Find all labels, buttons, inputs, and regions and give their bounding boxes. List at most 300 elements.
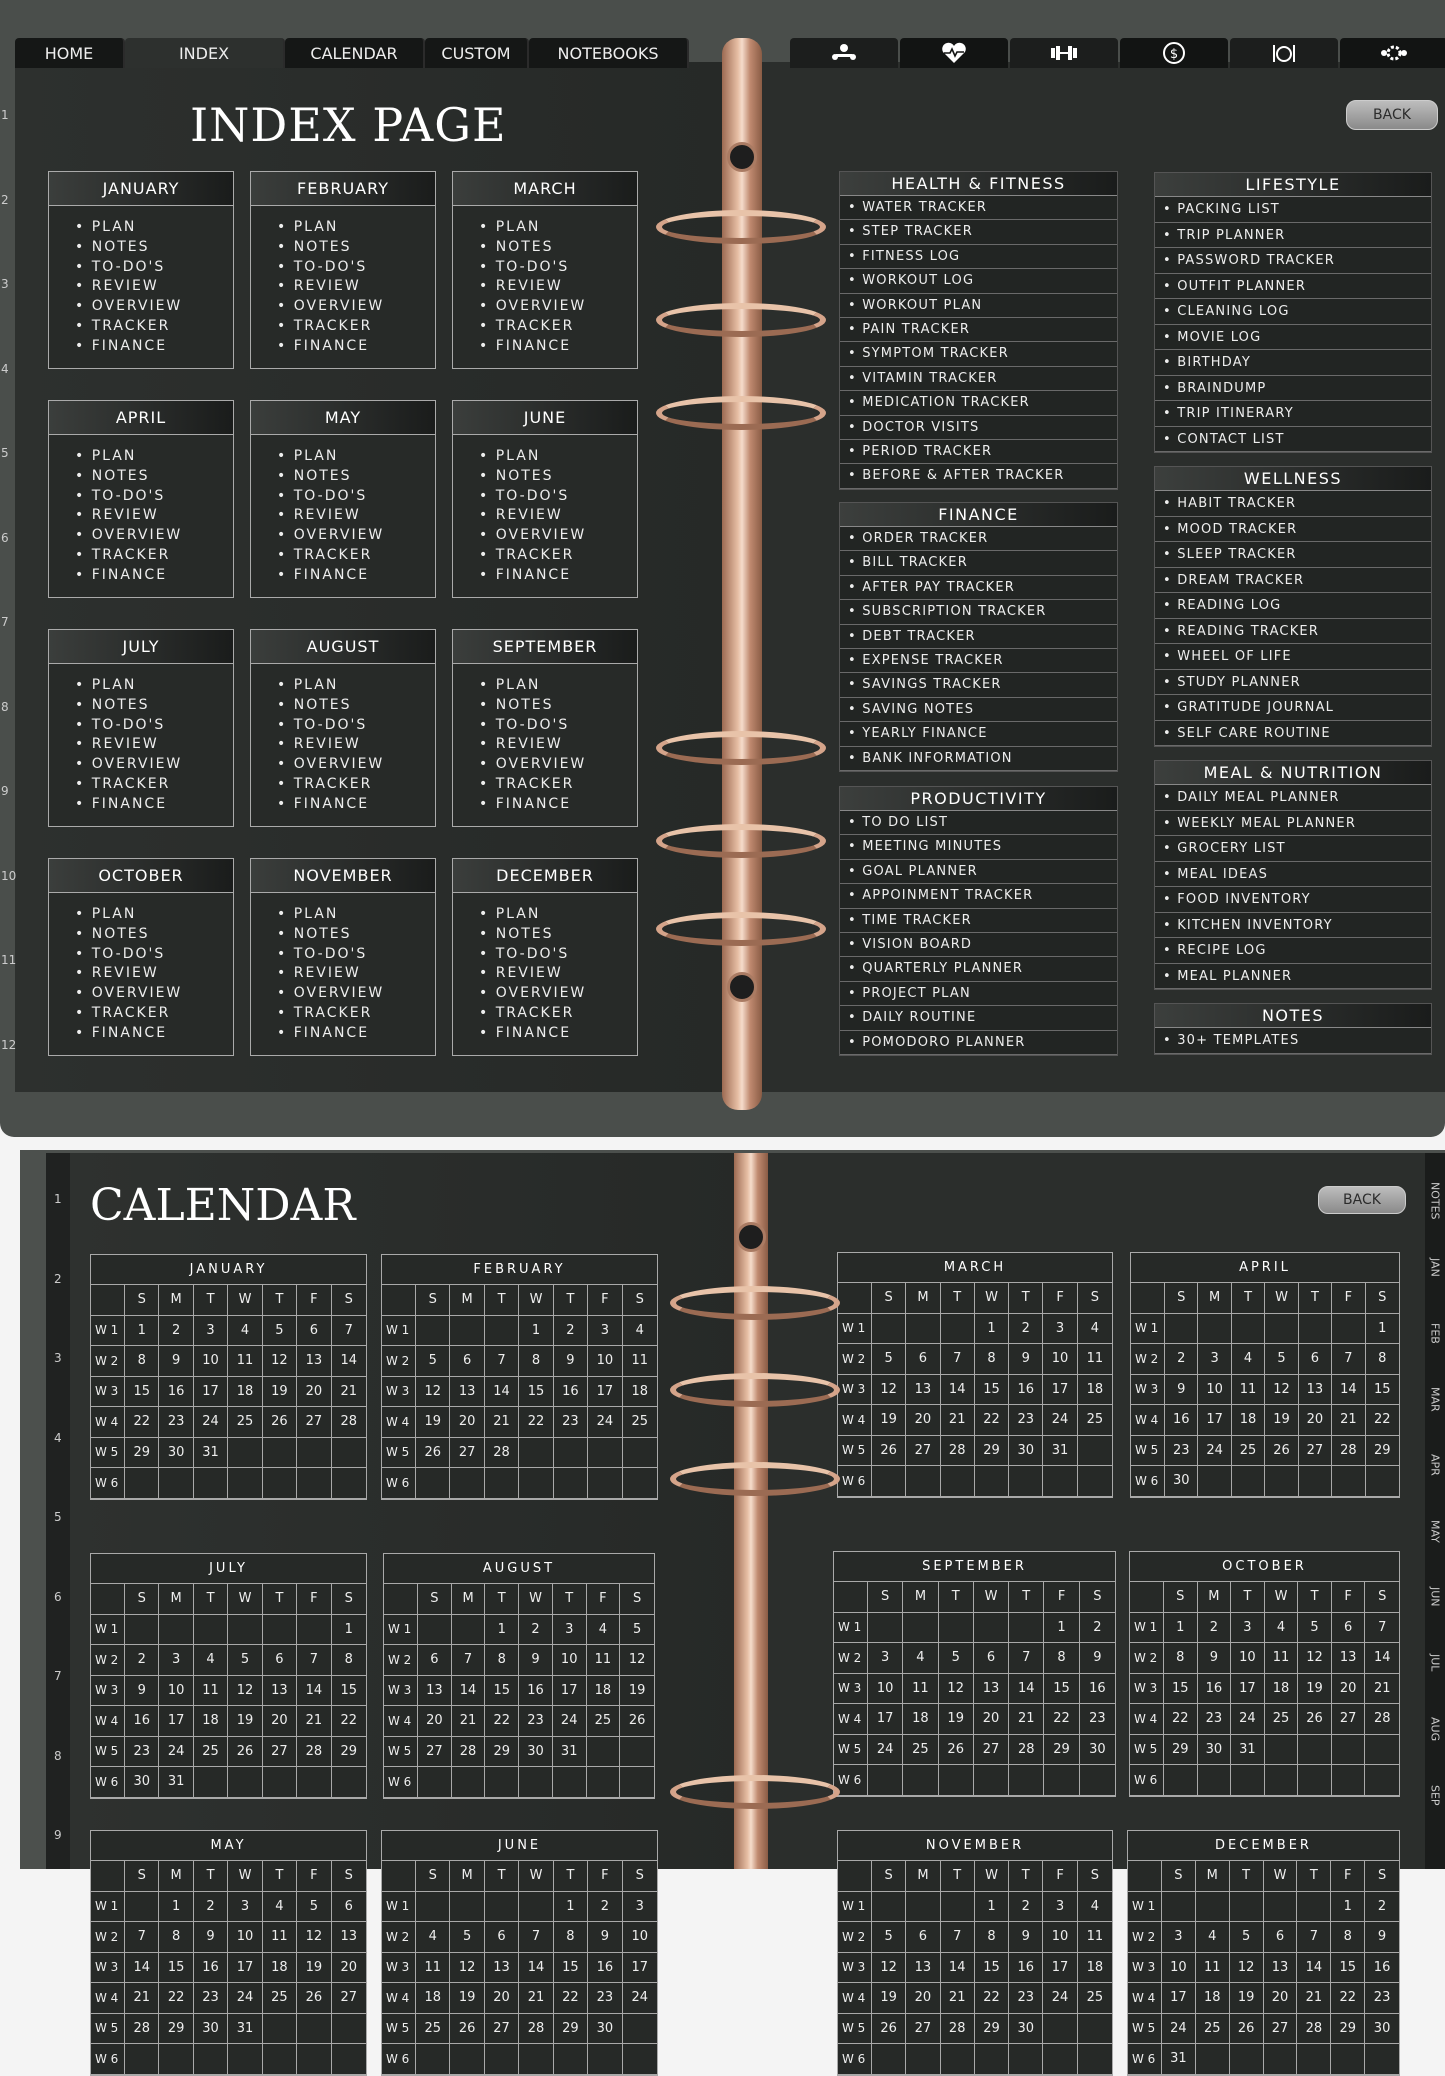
month-link-plan[interactable]: • PLAN bbox=[289, 218, 435, 238]
day-cell[interactable] bbox=[194, 1615, 228, 1646]
day-cell[interactable] bbox=[1165, 1314, 1198, 1345]
day-cell[interactable] bbox=[587, 1767, 621, 1798]
day-cell[interactable] bbox=[941, 1466, 975, 1497]
day-cell[interactable]: 21 bbox=[1297, 1983, 1331, 2014]
day-cell[interactable] bbox=[228, 1767, 262, 1798]
month-link-plan[interactable]: • PLAN bbox=[87, 447, 233, 467]
day-cell[interactable] bbox=[416, 1892, 450, 1923]
week-label[interactable]: W 4 bbox=[1128, 1983, 1162, 2014]
day-cell[interactable]: 11 bbox=[1078, 1922, 1112, 1953]
day-cell[interactable]: 18 bbox=[1196, 1983, 1230, 2014]
day-cell[interactable]: 6 bbox=[485, 1922, 519, 1953]
day-cell[interactable] bbox=[1078, 1436, 1112, 1467]
month-link-plan[interactable]: • PLAN bbox=[491, 676, 637, 696]
day-cell[interactable]: 4 bbox=[1232, 1344, 1265, 1375]
day-cell[interactable]: 21 bbox=[485, 1407, 519, 1438]
day-cell[interactable]: 24 bbox=[1043, 1983, 1077, 2014]
day-cell[interactable]: 17 bbox=[1043, 1953, 1077, 1984]
day-cell[interactable]: 4 bbox=[587, 1615, 621, 1646]
day-cell[interactable]: 23 bbox=[159, 1407, 193, 1438]
day-cell[interactable]: 28 bbox=[297, 1737, 331, 1768]
section-link[interactable]: • BEFORE & AFTER TRACKER bbox=[840, 464, 1117, 488]
day-cell[interactable]: 21 bbox=[941, 1405, 975, 1436]
day-cell[interactable] bbox=[554, 1438, 588, 1469]
section-link[interactable]: • SUBSCRIPTION TRACKER bbox=[840, 600, 1117, 624]
month-link-review[interactable]: • REVIEW bbox=[491, 277, 637, 297]
day-cell[interactable]: 3 bbox=[868, 1643, 903, 1674]
side-tab-feb[interactable]: FEB bbox=[1428, 1322, 1442, 1344]
day-cell[interactable]: 12 bbox=[872, 1375, 906, 1406]
tab-custom[interactable]: CUSTOM bbox=[425, 38, 529, 68]
day-cell[interactable]: 3 bbox=[1043, 1314, 1077, 1345]
day-cell[interactable]: 23 bbox=[125, 1737, 159, 1768]
day-cell[interactable] bbox=[939, 1613, 974, 1644]
day-cell[interactable] bbox=[1198, 1466, 1231, 1497]
day-cell[interactable] bbox=[263, 2014, 297, 2045]
day-cell[interactable] bbox=[228, 1468, 262, 1499]
day-cell[interactable]: 17 bbox=[1231, 1674, 1265, 1705]
side-tab-may[interactable]: MAY bbox=[1428, 1519, 1442, 1543]
week-label[interactable]: W 3 bbox=[838, 1953, 872, 1984]
week-label[interactable]: W 3 bbox=[1128, 1953, 1162, 1984]
day-cell[interactable]: 3 bbox=[553, 1615, 587, 1646]
day-cell[interactable]: 21 bbox=[332, 1377, 366, 1408]
day-cell[interactable]: 16 bbox=[1009, 1375, 1043, 1406]
week-label[interactable]: W 2 bbox=[834, 1643, 868, 1674]
month-link-plan[interactable]: • PLAN bbox=[87, 905, 233, 925]
day-cell[interactable]: 4 bbox=[416, 1922, 450, 1953]
month-link-plan[interactable]: • PLAN bbox=[491, 905, 637, 925]
section-link[interactable]: • MEAL IDEAS bbox=[1155, 862, 1431, 888]
day-cell[interactable]: 26 bbox=[872, 1436, 906, 1467]
day-cell[interactable]: 22 bbox=[1331, 1983, 1365, 2014]
tab-notebooks[interactable]: NOTEBOOKS bbox=[529, 38, 689, 68]
day-cell[interactable]: 21 bbox=[1365, 1674, 1399, 1705]
day-cell[interactable] bbox=[587, 1737, 621, 1768]
day-cell[interactable] bbox=[620, 1767, 654, 1798]
month-link-finance[interactable]: • FINANCE bbox=[491, 337, 637, 357]
month-link-notes[interactable]: • NOTES bbox=[491, 925, 637, 945]
day-cell[interactable] bbox=[450, 1892, 484, 1923]
day-cell[interactable]: 26 bbox=[228, 1737, 262, 1768]
day-cell[interactable]: 4 bbox=[194, 1645, 228, 1676]
day-cell[interactable]: 2 bbox=[519, 1615, 553, 1646]
day-cell[interactable]: 22 bbox=[975, 1983, 1009, 2014]
week-label[interactable]: W 4 bbox=[91, 1706, 125, 1737]
month-link-todos[interactable]: • TO-DO'S bbox=[87, 487, 233, 507]
day-cell[interactable]: 13 bbox=[1299, 1375, 1332, 1406]
side-number[interactable]: 9 bbox=[1, 784, 9, 798]
calendar-month-name[interactable]: SEPTEMBER bbox=[834, 1552, 1115, 1582]
day-cell[interactable]: 27 bbox=[418, 1737, 452, 1768]
day-cell[interactable]: 23 bbox=[1080, 1704, 1115, 1735]
day-cell[interactable]: 12 bbox=[872, 1953, 906, 1984]
day-cell[interactable]: 27 bbox=[1299, 1436, 1332, 1467]
month-title[interactable]: MAY bbox=[251, 401, 435, 435]
day-cell[interactable]: 20 bbox=[297, 1377, 331, 1408]
back-button[interactable]: BACK bbox=[1346, 100, 1438, 130]
week-label[interactable]: W 4 bbox=[382, 1983, 416, 2014]
day-cell[interactable]: 23 bbox=[519, 1706, 553, 1737]
day-cell[interactable] bbox=[868, 1613, 903, 1644]
day-cell[interactable]: 8 bbox=[485, 1645, 519, 1676]
day-cell[interactable]: 7 bbox=[941, 1344, 975, 1375]
day-cell[interactable] bbox=[1230, 1892, 1264, 1923]
week-label[interactable]: W 1 bbox=[838, 1892, 872, 1923]
day-cell[interactable] bbox=[1044, 1765, 1079, 1796]
day-cell[interactable]: 10 bbox=[1043, 1344, 1077, 1375]
day-cell[interactable]: 15 bbox=[485, 1676, 519, 1707]
calendar-month-name[interactable]: APRIL bbox=[1131, 1253, 1399, 1283]
day-cell[interactable] bbox=[1078, 2014, 1112, 2045]
day-cell[interactable]: 9 bbox=[588, 1922, 622, 1953]
day-cell[interactable] bbox=[263, 1615, 297, 1646]
day-cell[interactable] bbox=[906, 1466, 940, 1497]
week-label[interactable]: W 4 bbox=[91, 1407, 125, 1438]
day-cell[interactable]: 11 bbox=[263, 1922, 297, 1953]
day-cell[interactable]: 22 bbox=[1164, 1704, 1198, 1735]
day-cell[interactable] bbox=[1080, 1765, 1115, 1796]
day-cell[interactable]: 12 bbox=[939, 1674, 974, 1705]
month-link-overview[interactable]: • OVERVIEW bbox=[87, 755, 233, 775]
month-link-notes[interactable]: • NOTES bbox=[491, 238, 637, 258]
day-cell[interactable]: 5 bbox=[939, 1643, 974, 1674]
day-cell[interactable]: 21 bbox=[125, 1983, 159, 2014]
month-link-todos[interactable]: • TO-DO'S bbox=[289, 945, 435, 965]
day-cell[interactable]: 18 bbox=[194, 1706, 228, 1737]
day-cell[interactable]: 15 bbox=[1366, 1375, 1399, 1406]
section-link[interactable]: • SLEEP TRACKER bbox=[1155, 542, 1431, 568]
month-link-plan[interactable]: • PLAN bbox=[289, 676, 435, 696]
day-cell[interactable]: 3 bbox=[1043, 1892, 1077, 1923]
month-link-review[interactable]: • REVIEW bbox=[491, 506, 637, 526]
day-cell[interactable]: 27 bbox=[450, 1438, 484, 1469]
section-link[interactable]: • MEDICATION TRACKER bbox=[840, 391, 1117, 415]
week-label[interactable]: W 3 bbox=[1130, 1674, 1164, 1705]
month-link-overview[interactable]: • OVERVIEW bbox=[491, 755, 637, 775]
day-cell[interactable]: 1 bbox=[554, 1892, 588, 1923]
month-link-finance[interactable]: • FINANCE bbox=[289, 1024, 435, 1044]
day-cell[interactable]: 5 bbox=[620, 1615, 654, 1646]
day-cell[interactable]: 11 bbox=[1078, 1344, 1112, 1375]
day-cell[interactable]: 11 bbox=[1232, 1375, 1265, 1406]
week-label[interactable]: W 1 bbox=[1131, 1314, 1165, 1345]
day-cell[interactable] bbox=[1332, 1466, 1365, 1497]
day-cell[interactable]: 23 bbox=[588, 1983, 622, 2014]
day-cell[interactable]: 4 bbox=[1196, 1922, 1230, 1953]
side-tab-mar[interactable]: MAR bbox=[1428, 1386, 1442, 1412]
week-label[interactable]: W 2 bbox=[1130, 1643, 1164, 1674]
week-label[interactable]: W 3 bbox=[91, 1953, 125, 1984]
week-label[interactable]: W 5 bbox=[1130, 1735, 1164, 1766]
day-cell[interactable]: 18 bbox=[1232, 1405, 1265, 1436]
month-link-review[interactable]: • REVIEW bbox=[87, 964, 233, 984]
day-cell[interactable] bbox=[297, 2014, 331, 2045]
month-link-tracker[interactable]: • TRACKER bbox=[289, 546, 435, 566]
day-cell[interactable]: 25 bbox=[623, 1407, 657, 1438]
week-label[interactable]: W 5 bbox=[1128, 2014, 1162, 2045]
side-number[interactable]: 1 bbox=[1, 108, 9, 122]
day-cell[interactable]: 9 bbox=[1365, 1922, 1399, 1953]
day-cell[interactable]: 9 bbox=[1198, 1643, 1232, 1674]
day-cell[interactable] bbox=[450, 1316, 484, 1347]
day-cell[interactable]: 25 bbox=[1196, 2014, 1230, 2045]
day-cell[interactable]: 16 bbox=[1009, 1953, 1043, 1984]
day-cell[interactable] bbox=[297, 1767, 331, 1798]
week-label[interactable]: W 6 bbox=[1128, 2044, 1162, 2075]
month-link-finance[interactable]: • FINANCE bbox=[491, 1024, 637, 1044]
day-cell[interactable]: 16 bbox=[1365, 1953, 1399, 1984]
day-cell[interactable]: 26 bbox=[1265, 1436, 1298, 1467]
day-cell[interactable]: 13 bbox=[906, 1375, 940, 1406]
day-cell[interactable]: 29 bbox=[1044, 1735, 1079, 1766]
week-label[interactable]: W 1 bbox=[91, 1316, 125, 1347]
day-cell[interactable] bbox=[418, 1615, 452, 1646]
month-link-overview[interactable]: • OVERVIEW bbox=[87, 984, 233, 1004]
month-link-review[interactable]: • REVIEW bbox=[289, 277, 435, 297]
day-cell[interactable]: 13 bbox=[263, 1676, 297, 1707]
day-cell[interactable] bbox=[1198, 1765, 1232, 1796]
day-cell[interactable] bbox=[872, 2044, 906, 2075]
day-cell[interactable] bbox=[903, 1613, 938, 1644]
day-cell[interactable]: 30 bbox=[1080, 1735, 1115, 1766]
month-link-plan[interactable]: • PLAN bbox=[289, 447, 435, 467]
week-label[interactable]: W 1 bbox=[91, 1615, 125, 1646]
week-label[interactable]: W 2 bbox=[382, 1346, 416, 1377]
day-cell[interactable] bbox=[1331, 2044, 1365, 2075]
day-cell[interactable]: 22 bbox=[1044, 1704, 1079, 1735]
day-cell[interactable]: 17 bbox=[228, 1953, 262, 1984]
day-cell[interactable]: 19 bbox=[1230, 1983, 1264, 2014]
day-cell[interactable]: 20 bbox=[263, 1706, 297, 1737]
week-label[interactable]: W 5 bbox=[91, 2014, 125, 2045]
day-cell[interactable]: 31 bbox=[228, 2014, 262, 2045]
day-cell[interactable] bbox=[906, 1892, 940, 1923]
day-cell[interactable]: 28 bbox=[125, 2014, 159, 2045]
week-label[interactable]: W 4 bbox=[838, 1983, 872, 2014]
month-link-tracker[interactable]: • TRACKER bbox=[87, 1004, 233, 1024]
day-cell[interactable]: 25 bbox=[228, 1407, 262, 1438]
day-cell[interactable]: 1 bbox=[1366, 1314, 1399, 1345]
day-cell[interactable]: 10 bbox=[228, 1922, 262, 1953]
day-cell[interactable] bbox=[1078, 2044, 1112, 2075]
month-link-plan[interactable]: • PLAN bbox=[491, 218, 637, 238]
day-cell[interactable]: 11 bbox=[416, 1953, 450, 1984]
day-cell[interactable]: 2 bbox=[1009, 1314, 1043, 1345]
day-cell[interactable]: 25 bbox=[587, 1706, 621, 1737]
day-cell[interactable]: 20 bbox=[974, 1704, 1009, 1735]
section-link[interactable]: • KITCHEN INVENTORY bbox=[1155, 913, 1431, 939]
day-cell[interactable] bbox=[1078, 1466, 1112, 1497]
month-link-finance[interactable]: • FINANCE bbox=[491, 566, 637, 586]
day-cell[interactable] bbox=[228, 1438, 262, 1469]
month-link-notes[interactable]: • NOTES bbox=[87, 238, 233, 258]
day-cell[interactable] bbox=[974, 1765, 1009, 1796]
day-cell[interactable]: 28 bbox=[332, 1407, 366, 1438]
week-label[interactable]: W 5 bbox=[1131, 1436, 1165, 1467]
month-link-todos[interactable]: • TO-DO'S bbox=[87, 716, 233, 736]
day-cell[interactable]: 3 bbox=[159, 1645, 193, 1676]
month-link-review[interactable]: • REVIEW bbox=[87, 277, 233, 297]
day-cell[interactable] bbox=[1298, 1735, 1332, 1766]
day-cell[interactable]: 27 bbox=[906, 2014, 940, 2045]
day-cell[interactable] bbox=[620, 1737, 654, 1768]
section-link[interactable]: • DEBT TRACKER bbox=[840, 625, 1117, 649]
day-cell[interactable]: 3 bbox=[194, 1316, 228, 1347]
section-link[interactable]: • CONTACT LIST bbox=[1155, 427, 1431, 453]
day-cell[interactable]: 29 bbox=[1366, 1436, 1399, 1467]
day-cell[interactable]: 21 bbox=[941, 1983, 975, 2014]
section-link[interactable]: • GOAL PLANNER bbox=[840, 860, 1117, 884]
day-cell[interactable] bbox=[416, 2044, 450, 2075]
day-cell[interactable]: 20 bbox=[1332, 1674, 1366, 1705]
day-cell[interactable] bbox=[1332, 1735, 1366, 1766]
month-link-notes[interactable]: • NOTES bbox=[289, 925, 435, 945]
day-cell[interactable] bbox=[1332, 1765, 1366, 1796]
section-link[interactable]: • APPOINMENT TRACKER bbox=[840, 884, 1117, 908]
day-cell[interactable]: 29 bbox=[1164, 1735, 1198, 1766]
day-cell[interactable] bbox=[1365, 2044, 1399, 2075]
day-cell[interactable]: 3 bbox=[1162, 1922, 1196, 1953]
day-cell[interactable]: 22 bbox=[975, 1405, 1009, 1436]
day-cell[interactable]: 24 bbox=[228, 1983, 262, 2014]
week-label[interactable]: W 2 bbox=[91, 1346, 125, 1377]
side-tab-sep[interactable]: SEP bbox=[1428, 1784, 1442, 1806]
side-tab-aug[interactable]: AUG bbox=[1428, 1716, 1442, 1742]
day-cell[interactable] bbox=[450, 2044, 484, 2075]
side-number[interactable]: 8 bbox=[54, 1748, 62, 1763]
week-label[interactable]: W 3 bbox=[91, 1676, 125, 1707]
day-cell[interactable]: 28 bbox=[941, 1436, 975, 1467]
calendar-month-name[interactable]: MARCH bbox=[838, 1253, 1112, 1283]
day-cell[interactable]: 3 bbox=[588, 1316, 622, 1347]
week-label[interactable]: W 3 bbox=[838, 1375, 872, 1406]
day-cell[interactable] bbox=[1230, 2044, 1264, 2075]
month-title[interactable]: FEBRUARY bbox=[251, 172, 435, 206]
day-cell[interactable] bbox=[1196, 2044, 1230, 2075]
day-cell[interactable]: 16 bbox=[1165, 1405, 1198, 1436]
day-cell[interactable] bbox=[941, 1892, 975, 1923]
tab-home[interactable]: HOME bbox=[15, 38, 125, 68]
side-number[interactable]: 12 bbox=[1, 1037, 17, 1052]
day-cell[interactable]: 7 bbox=[519, 1922, 553, 1953]
week-label[interactable]: W 4 bbox=[384, 1706, 418, 1737]
day-cell[interactable]: 31 bbox=[194, 1438, 228, 1469]
section-link[interactable]: • DAILY ROUTINE bbox=[840, 1006, 1117, 1030]
side-number[interactable]: 3 bbox=[1, 277, 9, 291]
day-cell[interactable]: 30 bbox=[1009, 2014, 1043, 2045]
day-cell[interactable] bbox=[228, 1615, 262, 1646]
day-cell[interactable]: 1 bbox=[332, 1615, 366, 1646]
section-link[interactable]: • VITAMIN TRACKER bbox=[840, 367, 1117, 391]
week-label[interactable]: W 6 bbox=[834, 1765, 868, 1796]
day-cell[interactable] bbox=[485, 1892, 519, 1923]
day-cell[interactable]: 30 bbox=[519, 1737, 553, 1768]
day-cell[interactable]: 27 bbox=[974, 1735, 1009, 1766]
day-cell[interactable]: 23 bbox=[1009, 1405, 1043, 1436]
day-cell[interactable]: 2 bbox=[1365, 1892, 1399, 1923]
day-cell[interactable]: 12 bbox=[263, 1346, 297, 1377]
day-cell[interactable] bbox=[194, 1468, 228, 1499]
side-number[interactable]: 3 bbox=[54, 1351, 62, 1365]
day-cell[interactable] bbox=[1232, 1466, 1265, 1497]
day-cell[interactable]: 3 bbox=[623, 1892, 657, 1923]
day-cell[interactable] bbox=[1299, 1466, 1332, 1497]
day-cell[interactable]: 16 bbox=[1198, 1674, 1232, 1705]
month-link-review[interactable]: • REVIEW bbox=[87, 506, 233, 526]
money-coin-icon[interactable] bbox=[1120, 38, 1228, 68]
day-cell[interactable] bbox=[941, 2044, 975, 2075]
calendar-month-name[interactable]: MAY bbox=[91, 1831, 366, 1861]
day-cell[interactable]: 16 bbox=[588, 1953, 622, 1984]
day-cell[interactable]: 25 bbox=[1232, 1436, 1265, 1467]
side-tab-jun[interactable]: JUN bbox=[1428, 1587, 1442, 1607]
day-cell[interactable]: 25 bbox=[903, 1735, 938, 1766]
week-label[interactable]: W 4 bbox=[1130, 1704, 1164, 1735]
day-cell[interactable]: 8 bbox=[975, 1344, 1009, 1375]
day-cell[interactable]: 13 bbox=[450, 1377, 484, 1408]
day-cell[interactable]: 24 bbox=[868, 1735, 903, 1766]
day-cell[interactable]: 31 bbox=[1162, 2044, 1196, 2075]
calendar-month-name[interactable]: JUNE bbox=[382, 1831, 657, 1861]
day-cell[interactable]: 2 bbox=[588, 1892, 622, 1923]
day-cell[interactable] bbox=[975, 1466, 1009, 1497]
calendar-month-name[interactable]: OCTOBER bbox=[1130, 1552, 1399, 1582]
day-cell[interactable]: 5 bbox=[872, 1922, 906, 1953]
day-cell[interactable]: 4 bbox=[228, 1316, 262, 1347]
day-cell[interactable] bbox=[159, 1615, 193, 1646]
day-cell[interactable]: 14 bbox=[1332, 1375, 1365, 1406]
section-link[interactable]: • PAIN TRACKER bbox=[840, 318, 1117, 342]
week-label[interactable]: W 5 bbox=[838, 2014, 872, 2045]
section-link[interactable]: • STEP TRACKER bbox=[840, 220, 1117, 244]
month-link-todos[interactable]: • TO-DO'S bbox=[491, 945, 637, 965]
day-cell[interactable]: 28 bbox=[941, 2014, 975, 2045]
day-cell[interactable]: 3 bbox=[228, 1892, 262, 1923]
side-number[interactable]: 4 bbox=[54, 1430, 62, 1445]
day-cell[interactable]: 27 bbox=[263, 1737, 297, 1768]
day-cell[interactable] bbox=[623, 1438, 657, 1469]
month-link-review[interactable]: • REVIEW bbox=[289, 506, 435, 526]
month-link-notes[interactable]: • NOTES bbox=[87, 696, 233, 716]
day-cell[interactable]: 16 bbox=[125, 1706, 159, 1737]
section-link[interactable]: • SELF CARE ROUTINE bbox=[1155, 721, 1431, 747]
month-title[interactable]: JUNE bbox=[453, 401, 637, 435]
section-link[interactable]: • DREAM TRACKER bbox=[1155, 568, 1431, 594]
day-cell[interactable] bbox=[1299, 1314, 1332, 1345]
section-link[interactable]: • DOCTOR VISITS bbox=[840, 416, 1117, 440]
day-cell[interactable]: 14 bbox=[519, 1953, 553, 1984]
section-link[interactable]: • MOOD TRACKER bbox=[1155, 517, 1431, 543]
day-cell[interactable]: 4 bbox=[623, 1316, 657, 1347]
month-link-todos[interactable]: • TO-DO'S bbox=[289, 716, 435, 736]
day-cell[interactable]: 15 bbox=[975, 1375, 1009, 1406]
section-link[interactable]: • CLEANING LOG bbox=[1155, 299, 1431, 325]
month-link-tracker[interactable]: • TRACKER bbox=[491, 546, 637, 566]
day-cell[interactable]: 6 bbox=[297, 1316, 331, 1347]
day-cell[interactable] bbox=[974, 1613, 1009, 1644]
day-cell[interactable]: 6 bbox=[332, 1892, 366, 1923]
section-link[interactable]: • RECIPE LOG bbox=[1155, 938, 1431, 964]
day-cell[interactable]: 31 bbox=[1231, 1735, 1265, 1766]
day-cell[interactable]: 5 bbox=[416, 1346, 450, 1377]
day-cell[interactable]: 30 bbox=[125, 1767, 159, 1798]
week-label[interactable]: W 2 bbox=[382, 1922, 416, 1953]
day-cell[interactable]: 8 bbox=[125, 1346, 159, 1377]
week-label[interactable]: W 1 bbox=[834, 1613, 868, 1644]
day-cell[interactable] bbox=[1265, 1765, 1299, 1796]
week-label[interactable]: W 6 bbox=[838, 1466, 872, 1497]
